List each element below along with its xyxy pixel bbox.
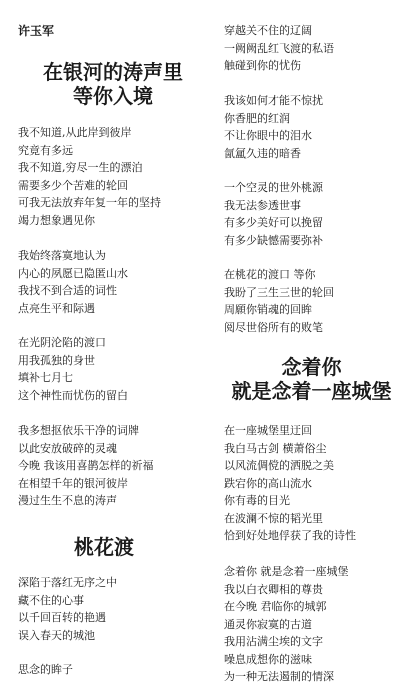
poem-line: 你香肥的红润 — [224, 111, 290, 125]
poem-line: 你有毒的目光 — [224, 494, 290, 507]
poem-line: 我不知道,从此岸到彼岸 — [18, 126, 132, 139]
poem-line: 思念的眸子 — [18, 663, 73, 676]
poem-line: 我找不到合适的词性 — [18, 284, 117, 297]
poem-line: 我无法参透世事 — [224, 198, 301, 212]
author-name: 许玉军 — [18, 24, 55, 38]
stanza — [224, 92, 323, 162]
poem-line: 这个神性而忧伤的留白 — [18, 388, 128, 402]
poem-line: 藏不住的心事 — [18, 593, 84, 607]
stanza — [224, 22, 334, 75]
poem-line: 在今晚 君临你的城郭 — [224, 600, 327, 613]
poem-line: 一阙阙乱红飞渡的私语 — [224, 41, 334, 55]
poem-line: 在光阴沦陷的渡口 — [18, 336, 106, 349]
stanza — [18, 574, 117, 644]
stanza — [18, 334, 128, 404]
stanza — [18, 661, 73, 679]
poem-line: 点亮生平和际遇 — [18, 301, 95, 315]
poem-line: 以此安放破碎的灵魂 — [18, 441, 117, 455]
stanza — [18, 422, 154, 510]
poem-title-line: 在银河的涛声里 — [43, 60, 183, 84]
poem-line: 通灵你寂寞的古道 — [224, 617, 312, 631]
stanza — [224, 266, 334, 336]
poem-line: 在相望千年的银河彼岸 — [18, 476, 128, 490]
poem-line: 触碰到你的忧伤 — [224, 59, 301, 72]
poem-line: 以风流倜傥的洒脱之美 — [224, 459, 334, 472]
poem-line: 跌宕你的高山流水 — [224, 476, 312, 490]
poem-line: 以千回百转的艳遇 — [18, 611, 106, 624]
poem-line: 深陷于落红无序之中 — [18, 576, 117, 589]
poem-line: 有多少缺憾需要弥补 — [224, 233, 323, 247]
poem-line: 穿越关不住的辽阔 — [224, 24, 312, 37]
poem-line: 我以白衣卿相的尊贵 — [224, 582, 323, 596]
poem-line: 在一座城堡里迂回 — [224, 424, 312, 437]
poem-title — [18, 60, 208, 108]
stanza — [224, 179, 323, 249]
poem-line: 我白马古剑 横萧俗尘 — [224, 441, 327, 455]
poem-line: 用我孤独的身世 — [18, 353, 95, 367]
poem-line: 为一种无法遏制的情深 — [224, 670, 334, 683]
poem-line: 漫过生生不息的涛声 — [18, 494, 117, 507]
poem-line: 可我无法放弃年复一年的坚持 — [18, 196, 161, 209]
poem-line: 在波澜不惊的韬光里 — [224, 511, 323, 525]
poem-line: 一个空灵的世外桃源 — [224, 181, 323, 194]
poem-line: 我盼了三生三世的轮回 — [224, 285, 334, 299]
poem-line: 阅尽世俗所有的败笔 — [224, 320, 323, 334]
poem-line: 在桃花的渡口 等你 — [224, 268, 316, 281]
poem-line: 竭力想象遇见你 — [18, 213, 95, 227]
poem-line: 我不知道,穷尽一生的漂泊 — [18, 161, 143, 174]
poem-title-line: 就是念着一座城堡 — [231, 379, 392, 403]
poem-line: 氤氲久违的暗香 — [224, 146, 301, 160]
poem-title-line: 念着你 — [281, 355, 342, 379]
poem-title — [18, 535, 190, 559]
poem-line: 需要多少个苦难的轮回 — [18, 178, 128, 192]
poem-line: 念着你 就是念着一座城堡 — [224, 565, 349, 578]
poem-line: 恰到好处地俘获了我的诗性 — [224, 529, 356, 542]
poem-line: 噪息成想你的滋味 — [224, 652, 312, 666]
poem-line: 填补七月七 — [18, 371, 73, 384]
stanza — [224, 563, 349, 686]
stanza — [18, 247, 128, 317]
poem-line: 有多少美好可以挽留 — [224, 216, 323, 229]
poem-line: 今晚 我该用喜鹊怎样的祈福 — [18, 459, 154, 472]
poem-title-line: 桃花渡 — [74, 535, 134, 559]
stanza — [224, 422, 356, 545]
poem-title-line: 等你入境 — [73, 84, 153, 108]
poem-line: 究竟有多远 — [18, 143, 73, 157]
poem-line: 内心的夙愿已隐匿山水 — [18, 266, 128, 280]
poem-line: 我该如何才能不惊扰 — [224, 94, 323, 107]
poem-line: 不让你眼中的泪水 — [224, 129, 312, 142]
poem-title — [224, 355, 399, 403]
poem-line: 我多想抠依乐干净的词牌 — [18, 424, 139, 437]
poem-line: 我始终落寞地认为 — [18, 249, 106, 262]
poem-line: 我用沾满尘埃的文字 — [224, 635, 323, 648]
stanza — [18, 124, 161, 229]
poem-line: 周願你销魂的回眸 — [224, 303, 312, 316]
poem-line: 误入春天的城池 — [18, 628, 95, 642]
